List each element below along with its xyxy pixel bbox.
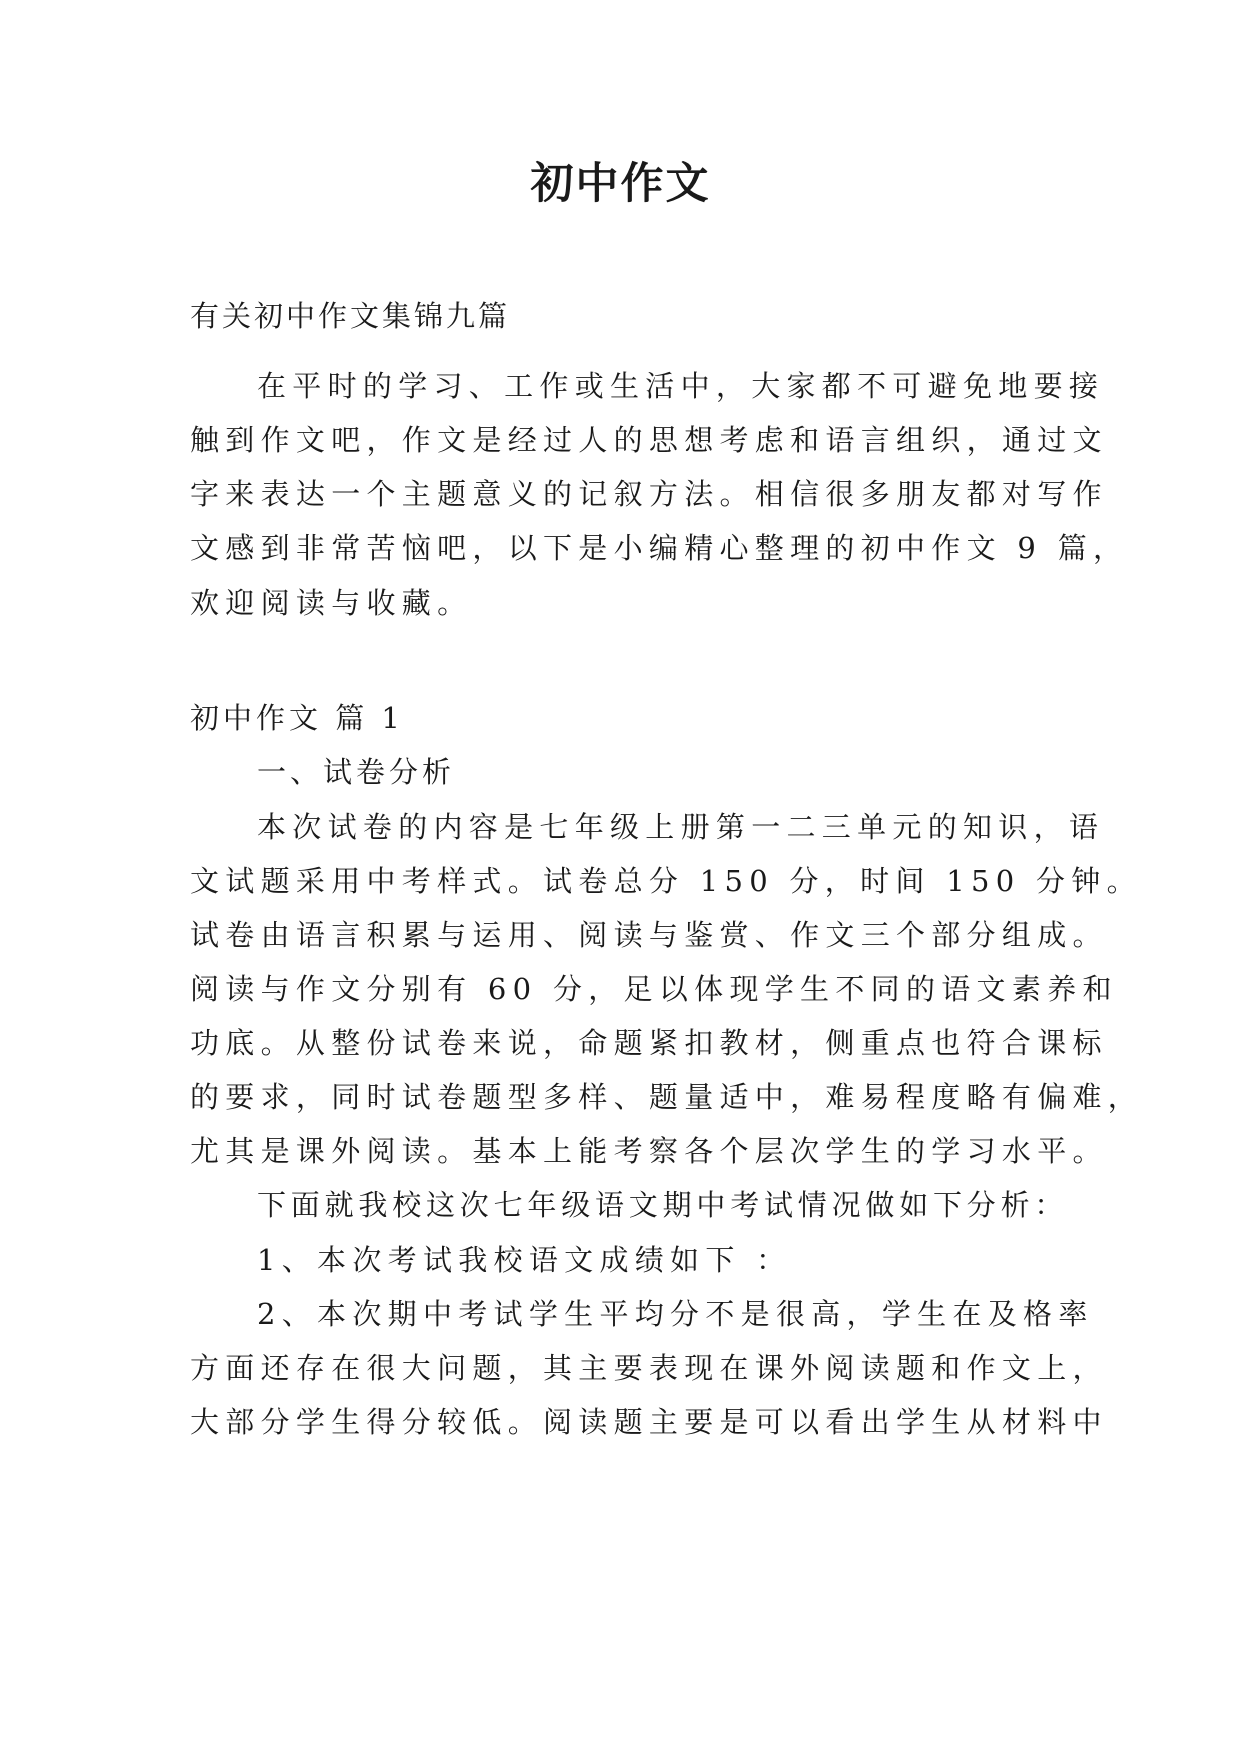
document-title: 初中作文 — [530, 159, 711, 209]
paragraph-line: 文试题采用中考样式。试卷总分 150 分，时间 150 分钟。 — [190, 864, 1142, 898]
paragraph-line: 尤其是课外阅读。基本上能考察各个层次学生的学习水平。 — [190, 1134, 1108, 1168]
paragraph-line: 功底。从整份试卷来说，命题紧扣教材，侧重点也符合课标 — [190, 1026, 1108, 1060]
paragraph-line: 本次试卷的内容是七年级上册第一二三单元的知识，语 — [257, 810, 1105, 844]
section-subheading: 一、试卷分析 — [257, 755, 456, 789]
paragraph-line: 试卷由语言积累与运用、阅读与鉴赏、作文三个部分组成。 — [190, 918, 1108, 952]
intro-line: 字来表达一个主题意义的记叙方法。相信很多朋友都对写作 — [190, 477, 1108, 511]
list-item: 2、本次期中考试学生平均分不是很高，学生在及格率 — [257, 1297, 1094, 1331]
document-subtitle: 有关初中作文集锦九篇 — [190, 299, 511, 333]
paragraph-line: 的要求，同时试卷题型多样、题量适中，难易程度略有偏难， — [190, 1080, 1144, 1114]
intro-line: 欢迎阅读与收藏。 — [190, 586, 473, 620]
intro-line: 在平时的学习、工作或生活中，大家都不可避免地要接 — [257, 369, 1105, 403]
paragraph-line: 阅读与作文分别有 60 分，足以体现学生不同的语文素养和 — [190, 972, 1118, 1006]
paragraph-line: 大部分学生得分较低。阅读题主要是可以看出学生从材料中 — [190, 1405, 1108, 1439]
paragraph-line: 下面就我校这次七年级语文期中考试情况做如下分析： — [257, 1188, 1069, 1222]
paragraph-line: 方面还存在很大问题，其主要表现在课外阅读题和作文上， — [190, 1351, 1108, 1385]
list-item: 1、本次考试我校语文成绩如下 ： — [257, 1243, 792, 1277]
intro-line: 文感到非常苦恼吧，以下是小编精心整理的初中作文 9 篇， — [190, 531, 1129, 565]
intro-line: 触到作文吧，作文是经过人的思想考虑和语言组织，通过文 — [190, 423, 1108, 457]
section-heading: 初中作文 篇 1 — [190, 701, 404, 735]
